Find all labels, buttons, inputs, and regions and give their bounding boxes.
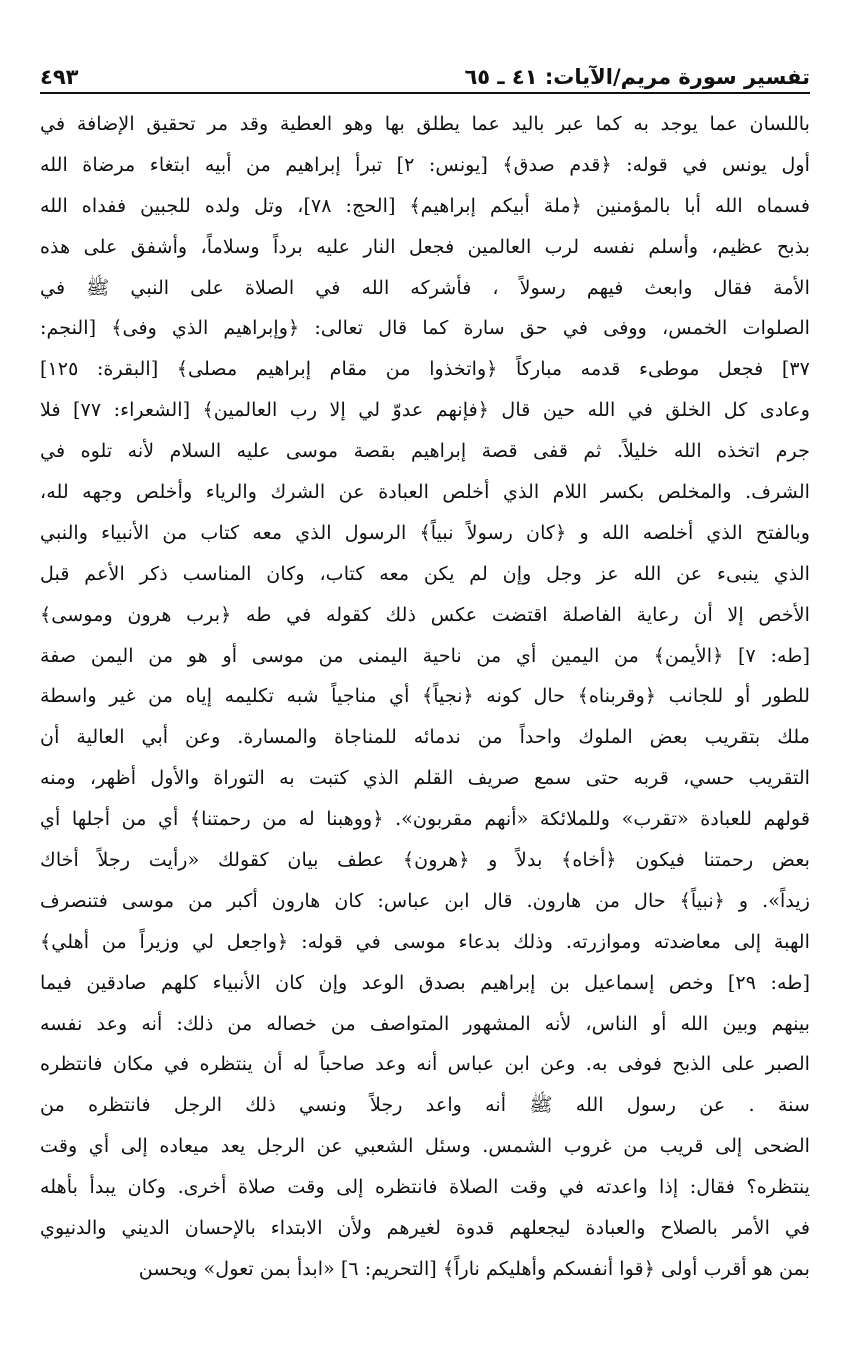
text-line: زيداً». و ﴿نبياً﴾ حال من هارون. قال ابن عباس: كان هارون أكبر من موسى فتنصرف [40,888,810,912]
text-line: وعادى كل الخلق في الله حين قال ﴿فإنهم عدوّ لي إلا رب العالمين﴾ [الشعراء: ٧٧] فلا [40,398,810,422]
text-line: [طه: ٢٩] وخص إسماعيل بن إبراهيم بصدق الوعد وإن كان الأنبياء كلهم صادقين فيما [40,970,810,994]
text-line: أول يونس في قوله: ﴿قدم صدق﴾ [يونس: ٢] تبرأ إبراهيم من أبيه ابتغاء مرضاة الله [40,152,810,176]
text-line: الصلوات الخمس، ووفى في حق سارة كما قال تعالى: ﴿وإبراهيم الذي وفى﴾ [النجم: [40,316,810,340]
text-line: بذبح عظيم، وأسلم نفسه لرب العالمين فجعل النار عليه برداً وسلاماً، وأشفق على هذه [40,234,810,258]
text-line: [طه: ٧] ﴿الأيمن﴾ من اليمين أي من ناحية اليمنى من موسى أو هو من اليمن صفة [40,643,810,667]
page-number: ٤٩٣ [40,65,79,89]
text-line: ينتظره؟ فقال: إذا واعدته في وقت الصلاة فانتظره إلى وقت صلاة أخرى. وكان يبدأ بأهله [40,1175,810,1199]
text-line: في الأمر بالصلاح والعبادة ليجعلهم قدوة لغيرهم ولأن الابتداء بالإحسان الديني والدنيوي [40,1216,810,1240]
chapter-title: تفسير سورة مريم/الآيات: ٤١ ـ ٦٥ [464,65,810,89]
text-line: باللسان عما يوجد به كما عبر باليد عما يطلق بها وهو العطية وقد مر تحقيق الإضافة في [40,112,810,135]
text-line: التقريب حسي، قربه حتى سمع صريف القلم الذي كتبت به التوراة والأول أظهر، ومنه [40,766,810,790]
text-line: الأخص إلا أن رعاية الفاصلة اقتضت عكس ذلك كقوله في طه ﴿برب هرون وموسى﴾ [40,602,810,626]
text-line: جرم اتخذه الله خليلاً. ثم قفى قصة إبراهيم بقصة موسى عليه السلام لأنه تلوه في [40,439,810,463]
text-line: ٣٧] فجعل موطىء قدمه مباركاً ﴿واتخذوا من مقام إبراهيم مصلى﴾ [البقرة: ١٢٥] [40,357,810,381]
text-line: الأمة فقال وابعث فيهم رسولاً ، فأشركه الله في الصلاة على النبي ﷺ في [40,275,810,299]
running-header [40,58,810,94]
text-line: الضحى إلى قريب من غروب الشمس. وسئل الشعبي عن الرجل يعد ميعاده إلى أي وقت [40,1134,810,1158]
text-line: بعض رحمتنا فيكون ﴿أخاه﴾ بدلاً و ﴿هرون﴾ عطف بيان كقولك «رأيت رجلاً أخاك [40,848,810,872]
text-line: الشرف. والمخلص بكسر اللام الذي أخلص العبادة عن الشرك والرياء وأخلص وجهه لله، [40,480,810,504]
text-line: بينهم وبين الله أو الناس، لأنه المشهور المتواصف من خصاله من ذلك: أنه وعد نفسه [40,1011,810,1035]
text-line: الهبة إلى معاضدته وموازرته. وذلك بدعاء موسى في قوله: ﴿واجعل لي وزيراً من أهلي﴾ [40,929,810,953]
text-line: الذي ينبىء عن الله عز وجل وإن لم يكن معه كتاب، وكان المناسب ذكر الأعم قبل [40,561,810,585]
text-line: وبالفتح الذي أخلصه الله و ﴿كان رسولاً نبياً﴾ الرسول الذي معه كتاب من الأنبياء والنبي [40,520,810,544]
text-line: بمن هو أقرب أولى ﴿قوا أنفسكم وأهليكم ناراً﴾ [التحريم: ٦] «ابدأ بمن تعول» ويحسن [138,1256,810,1280]
text-line: سنة . عن رسول الله ﷺ أنه واعد رجلاً ونسي ذلك الرجل فانتظره من [40,1093,810,1117]
text-line: ملك بتقريب بعض الملوك واحداً من ندمائه للمناجاة والمسارة. وعن أبي العالية أن [40,725,810,749]
text-line: فسماه الله أبا بالمؤمنين ﴿ملة أبيكم إبراهيم﴾ [الحج: ٧٨]، وتل ولده للجبين ففداه الله [40,193,810,217]
text-body [40,104,810,1290]
text-line: للطور أو للجانب ﴿وقربناه﴾ حال كونه ﴿نجياً﴾ أي مناجياً شبه تكليمه إياه من غير واسطة [40,684,810,708]
text-line: قولهم للعبادة «تقرب» وللملائكة «أنهم مقربون». ﴿ووهبنا له من رحمتنا﴾ أي من أجلها أي [40,807,810,831]
text-line: الصبر على الذبح فوفى به. وعن ابن عباس أنه وعد صاحباً له أن ينتظره في مكان فانتظره [40,1052,810,1076]
